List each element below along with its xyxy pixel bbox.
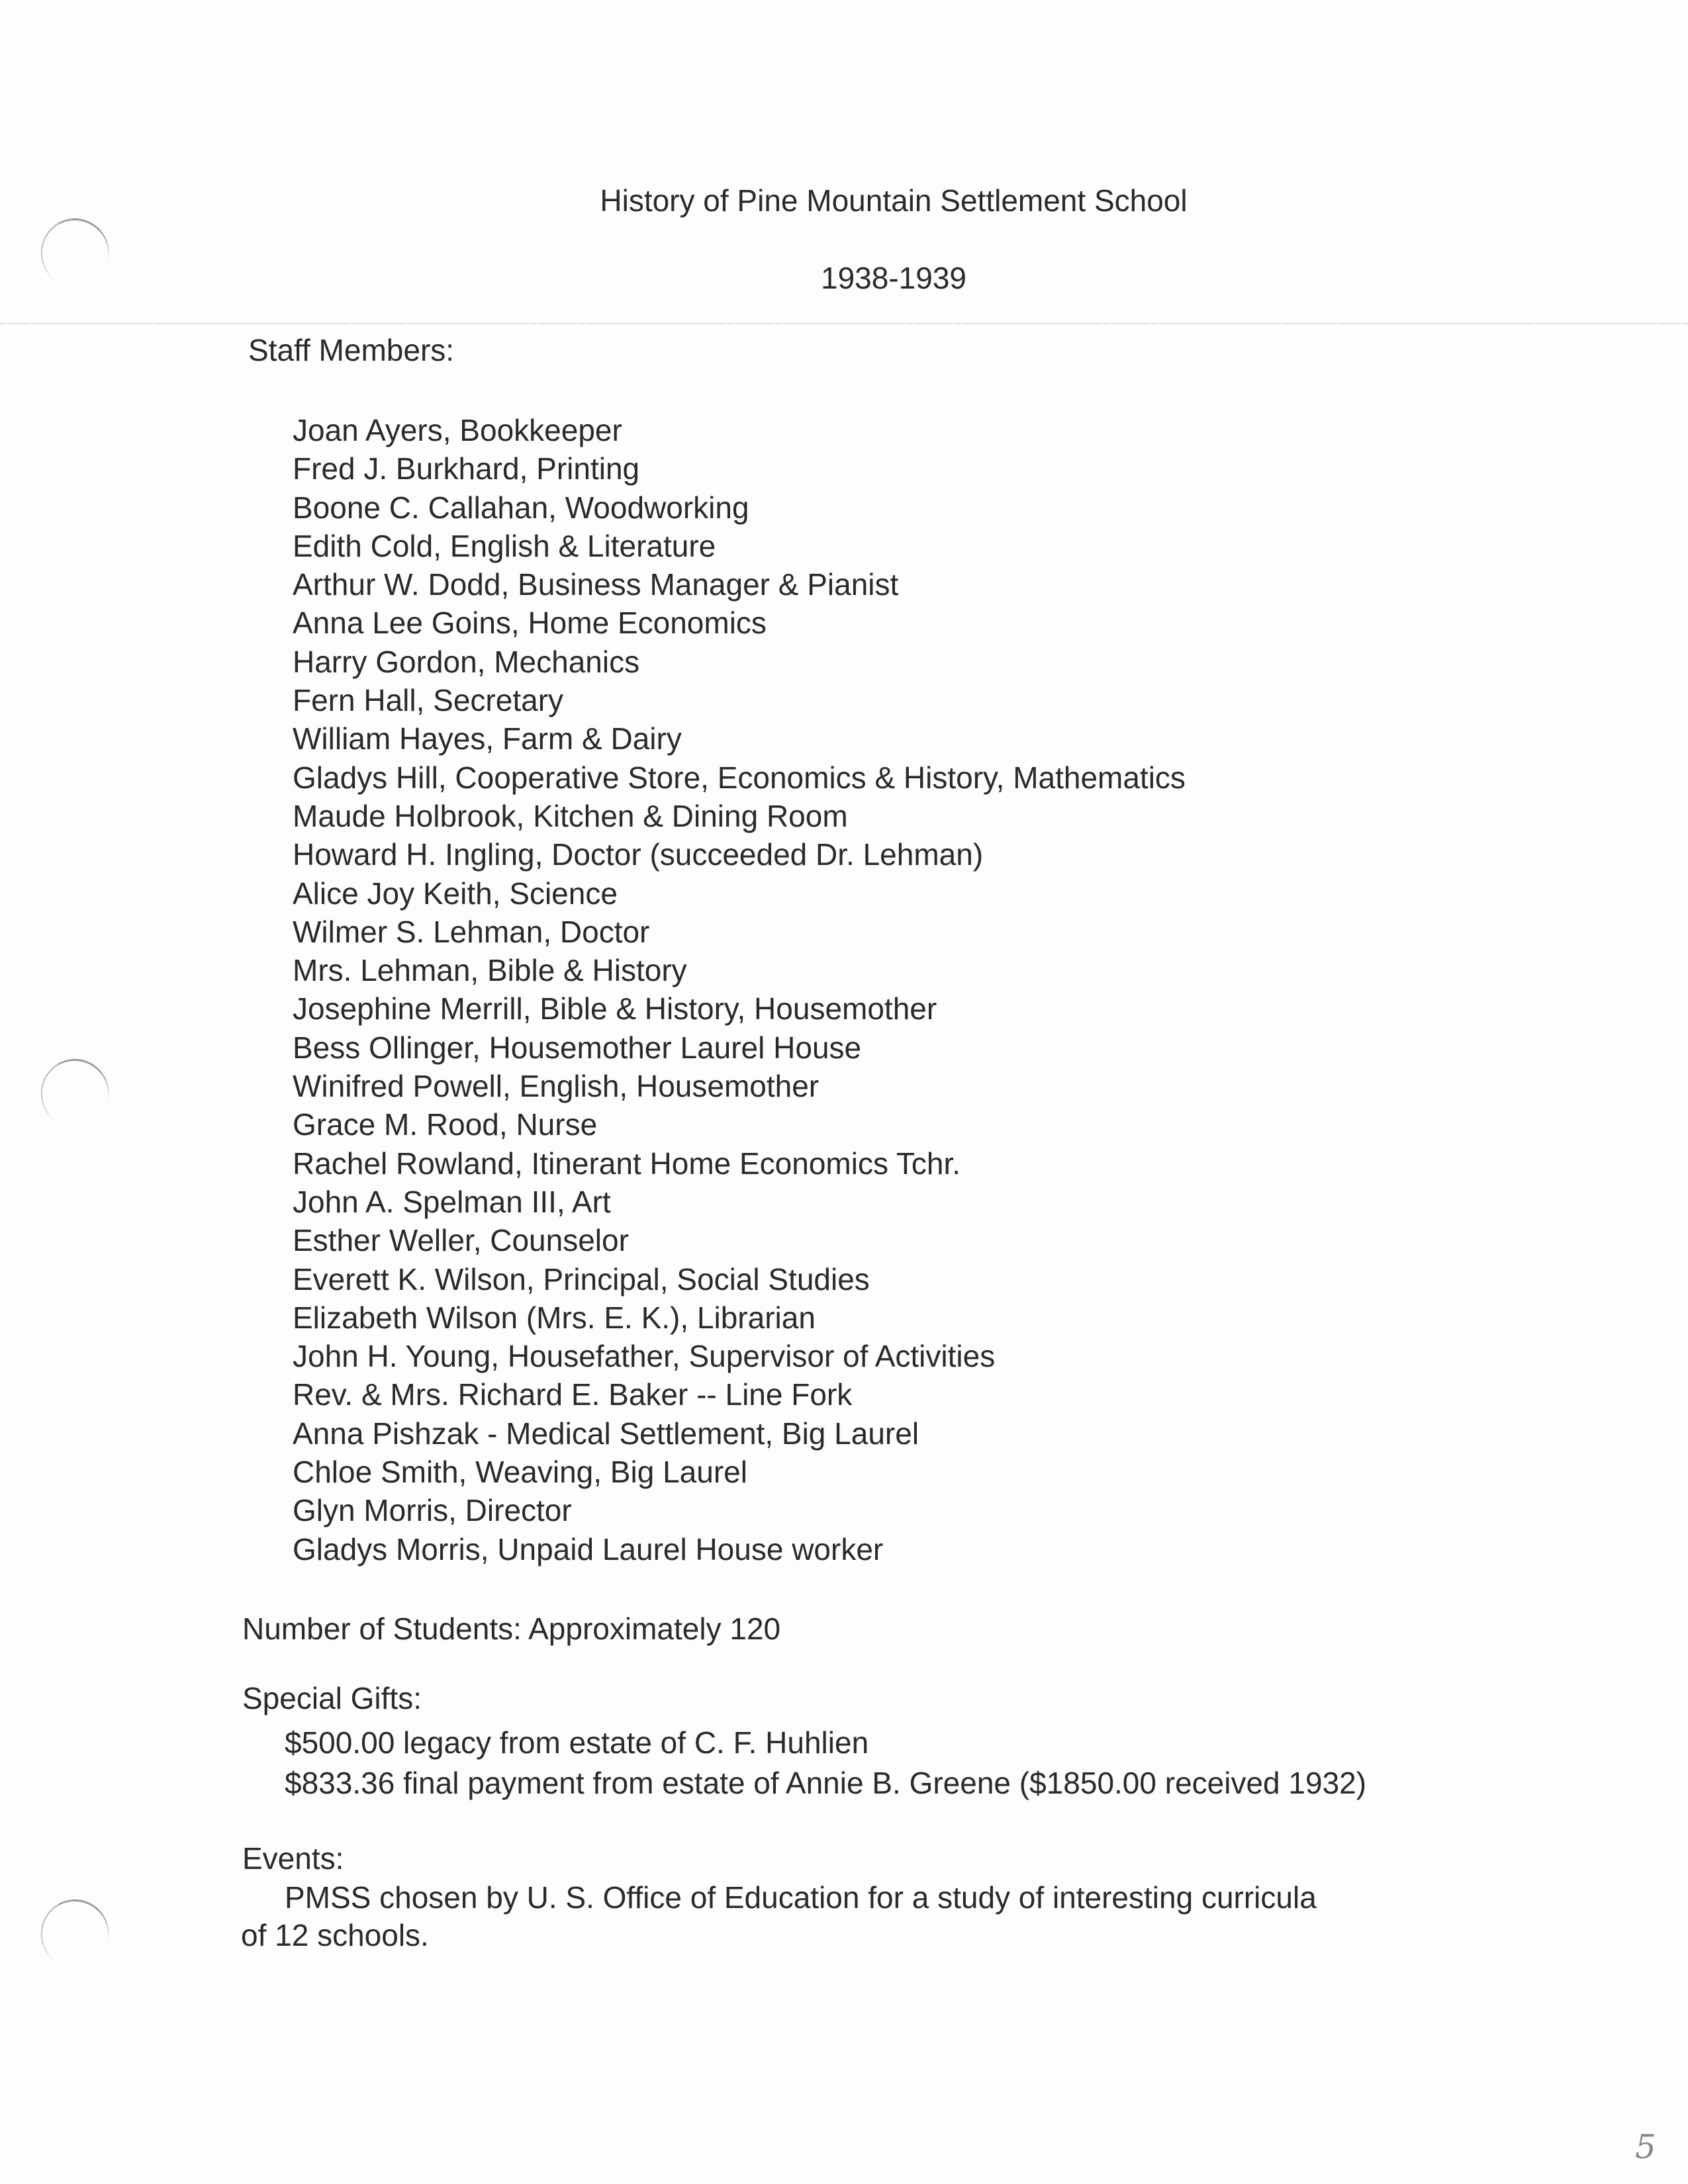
staff-member: Gladys Morris, Unpaid Laurel House worker [293, 1531, 884, 1567]
staff-member: Anna Lee Goins, Home Economics [293, 606, 767, 641]
staff-member: Harry Gordon, Mechanics [293, 644, 640, 679]
staff-member: John H. Young, Housefather, Supervisor of Activities [293, 1339, 996, 1374]
scan-artifact-line [0, 323, 1688, 324]
event-line: of 12 schools. [241, 1918, 429, 1952]
staff-member: Mrs. Lehman, Bible & History [293, 953, 687, 988]
document-title: History of Pine Mountain Settlement School [600, 183, 1188, 218]
punch-hole-mark [31, 1050, 118, 1137]
gift-item: $833.36 final payment from estate of Annie B. Greene ($1850.00 received 1932) [285, 1766, 1367, 1800]
staff-member: William Hayes, Farm & Dairy [293, 721, 682, 756]
staff-member: Elizabeth Wilson (Mrs. E. K.), Librarian [293, 1300, 816, 1335]
staff-member: Everett K. Wilson, Principal, Social Studies [293, 1261, 870, 1297]
staff-heading: Staff Members: [248, 333, 455, 367]
gift-item: $500.00 legacy from estate of C. F. Huhlien [285, 1725, 869, 1760]
staff-member: John A. Spelman III, Art [293, 1184, 611, 1219]
staff-member: Esther Weller, Counselor [293, 1223, 629, 1258]
document-year: 1938-1939 [821, 261, 966, 295]
staff-member: Arthur W. Dodd, Business Manager & Pianist [293, 567, 899, 602]
staff-member: Anna Pishzak - Medical Settlement, Big Laurel [293, 1416, 919, 1451]
gifts-heading: Special Gifts: [242, 1681, 422, 1715]
staff-member: Fern Hall, Secretary [293, 683, 564, 718]
staff-list [293, 411, 1186, 1569]
staff-member: Boone C. Callahan, Woodworking [293, 490, 749, 525]
event-line: PMSS chosen by U. S. Office of Education for a study of interesting curricula [285, 1880, 1317, 1915]
staff-member: Edith Cold, English & Literature [293, 528, 716, 563]
staff-member: Gladys Hill, Cooperative Store, Economics & History, Mathematics [293, 760, 1186, 795]
staff-member: Winifred Powell, English, Housemother [293, 1069, 820, 1104]
staff-member: Bess Ollinger, Housemother Laurel House [293, 1030, 862, 1065]
staff-member: Wilmer S. Lehman, Doctor [293, 914, 650, 949]
staff-member: Joan Ayers, Bookkeeper [293, 413, 622, 447]
student-count: Number of Students: Approximately 120 [242, 1612, 781, 1646]
staff-member: Alice Joy Keith, Science [293, 876, 618, 911]
staff-member: Fred J. Burkhard, Printing [293, 451, 640, 486]
staff-member: Josephine Merrill, Bible & History, Housemother [293, 991, 937, 1026]
staff-member: Rev. & Mrs. Richard E. Baker -- Line Fork [293, 1377, 853, 1412]
staff-member: Rachel Rowland, Itinerant Home Economics Tchr. [293, 1146, 961, 1181]
page-number: 5 [1635, 2128, 1656, 2166]
staff-member: Glyn Morris, Director [293, 1493, 572, 1528]
staff-member: Chloe Smith, Weaving, Big Laurel [293, 1455, 747, 1490]
events-heading: Events: [242, 1841, 344, 1876]
staff-member: Howard H. Ingling, Doctor (succeeded Dr. Lehman) [293, 837, 984, 872]
staff-member: Grace M. Rood, Nurse [293, 1107, 598, 1142]
punch-hole-mark [31, 1890, 118, 1978]
staff-member: Maude Holbrook, Kitchen & Dining Room [293, 798, 848, 833]
